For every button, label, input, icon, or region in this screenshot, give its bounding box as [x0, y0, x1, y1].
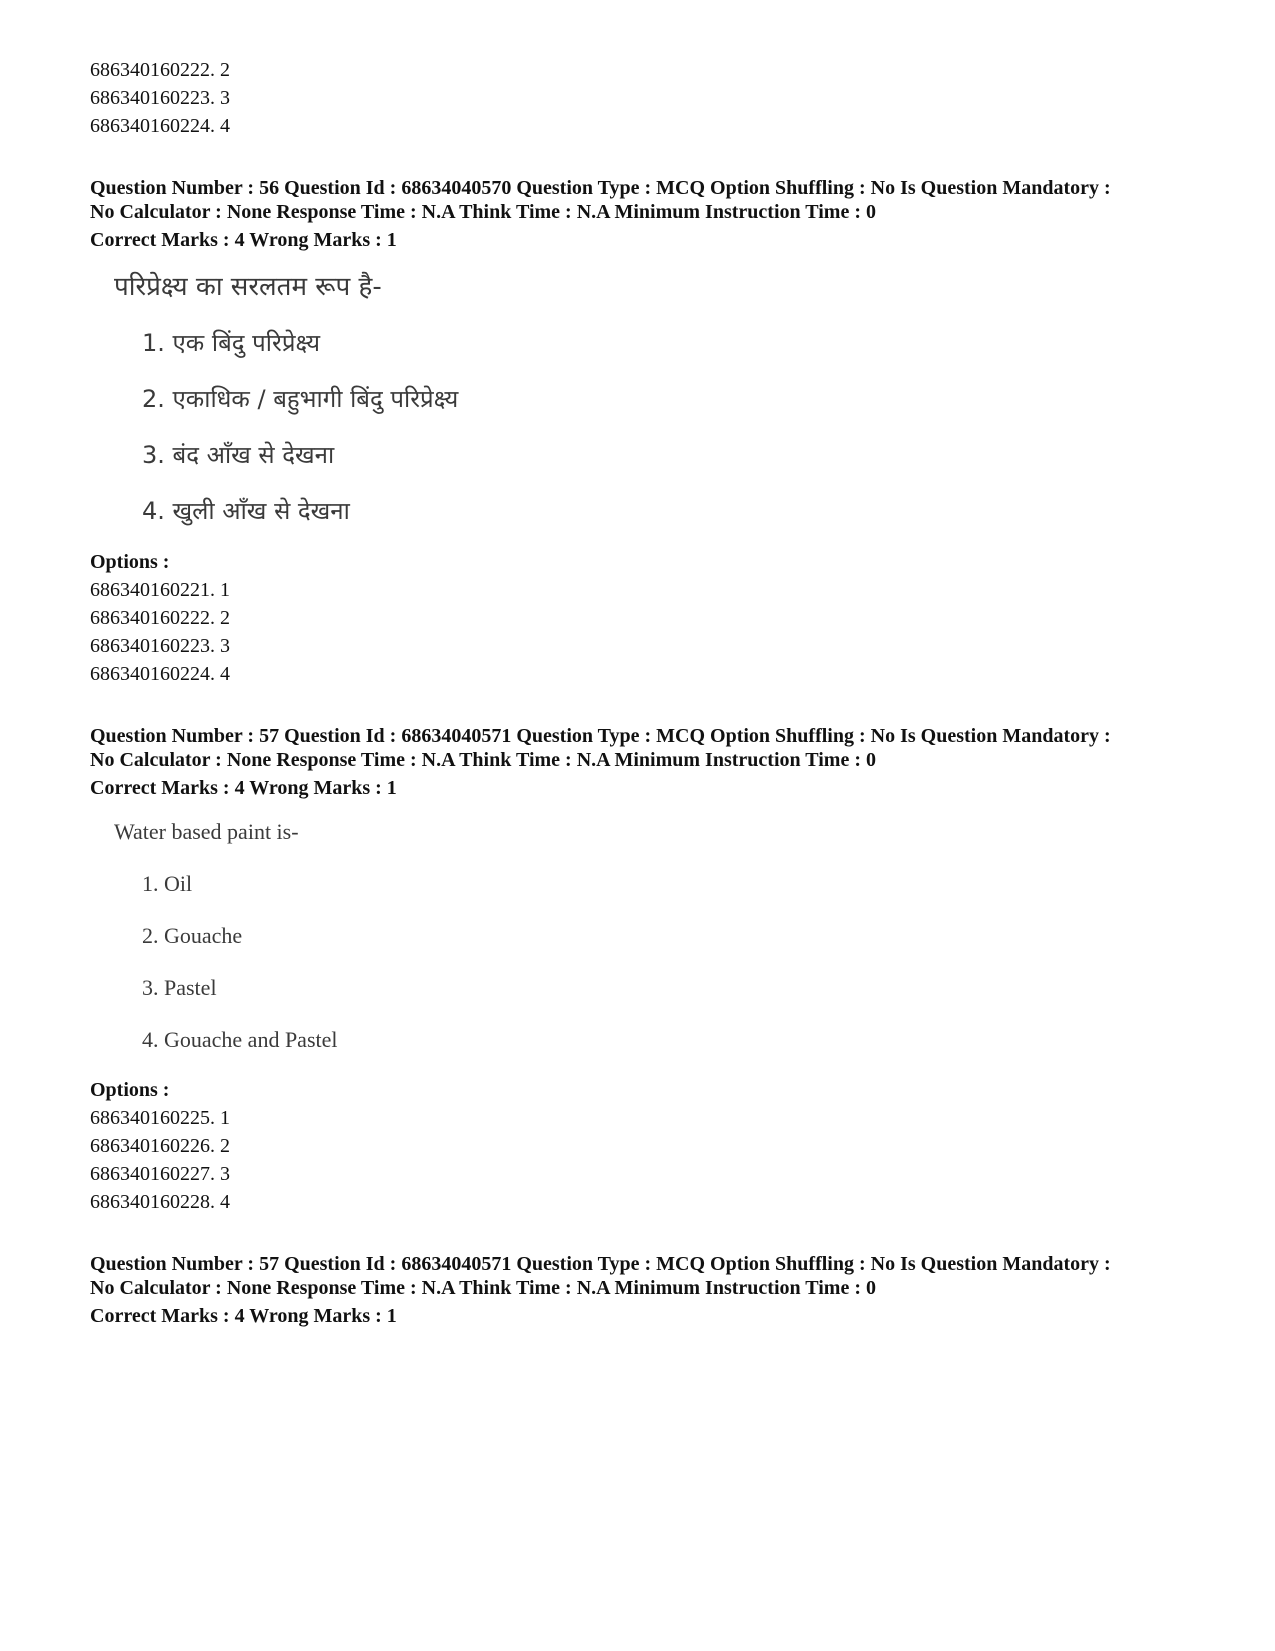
option-line: 686340160221. 1	[90, 579, 230, 601]
question-block-57-repeat	[90, 1252, 1230, 1330]
option-line: 686340160228. 4	[90, 1191, 230, 1213]
document-page	[90, 56, 1230, 1330]
question-choice: 3. Pastel	[142, 975, 217, 1000]
question-choice: 4. Gouache and Pastel	[142, 1027, 338, 1052]
question-content	[114, 816, 1230, 1056]
question-stem: परिप्रेक्ष्य का सरलतम रूप है-	[114, 272, 382, 302]
question-choice: 2. एकाधिक / बहुभागी बिंदु परिप्रेक्ष्य	[142, 385, 459, 413]
question-marks: Correct Marks : 4 Wrong Marks : 1	[90, 777, 397, 799]
question-header-line1: Question Number : 56 Question Id : 68634040570 Question Type : MCQ Option Shuffling : No Is Question Mandatory :	[90, 177, 1111, 199]
question-content	[114, 268, 1230, 530]
question-header-line1: Question Number : 57 Question Id : 68634040571 Question Type : MCQ Option Shuffling : No Is Question Mandatory :	[90, 725, 1111, 747]
question-choice: 3. बंद आँख से देखना	[142, 441, 335, 469]
carryover-options	[90, 56, 1230, 140]
option-line: 686340160224. 4	[90, 115, 230, 137]
question-stem: Water based paint is-	[114, 819, 299, 844]
question-header-line2: No Calculator : None Response Time : N.A Think Time : N.A Minimum Instruction Time : 0	[90, 749, 876, 771]
question-block-56	[90, 176, 1230, 688]
option-line: 686340160227. 3	[90, 1163, 230, 1185]
option-line: 686340160226. 2	[90, 1135, 230, 1157]
question-marks: Correct Marks : 4 Wrong Marks : 1	[90, 229, 397, 251]
option-line: 686340160222. 2	[90, 607, 230, 629]
question-choice: 4. खुली आँख से देखना	[142, 497, 350, 525]
question-choice: 1. एक बिंदु परिप्रेक्ष्य	[142, 329, 321, 357]
question-header-line1: Question Number : 57 Question Id : 68634040571 Question Type : MCQ Option Shuffling : No Is Question Mandatory :	[90, 1253, 1111, 1275]
option-line: 686340160224. 4	[90, 663, 230, 685]
question-choice: 1. Oil	[142, 871, 193, 896]
question-choice: 2. Gouache	[142, 923, 243, 948]
options-label: Options :	[90, 1079, 170, 1101]
question-header-line2: No Calculator : None Response Time : N.A Think Time : N.A Minimum Instruction Time : 0	[90, 1277, 876, 1299]
option-line: 686340160225. 1	[90, 1107, 230, 1129]
question-header-line2: No Calculator : None Response Time : N.A Think Time : N.A Minimum Instruction Time : 0	[90, 201, 876, 223]
options-label: Options :	[90, 551, 170, 573]
option-line: 686340160223. 3	[90, 635, 230, 657]
option-line: 686340160222. 2	[90, 59, 230, 81]
question-block-57	[90, 724, 1230, 1216]
question-marks: Correct Marks : 4 Wrong Marks : 1	[90, 1305, 397, 1327]
option-line: 686340160223. 3	[90, 87, 230, 109]
